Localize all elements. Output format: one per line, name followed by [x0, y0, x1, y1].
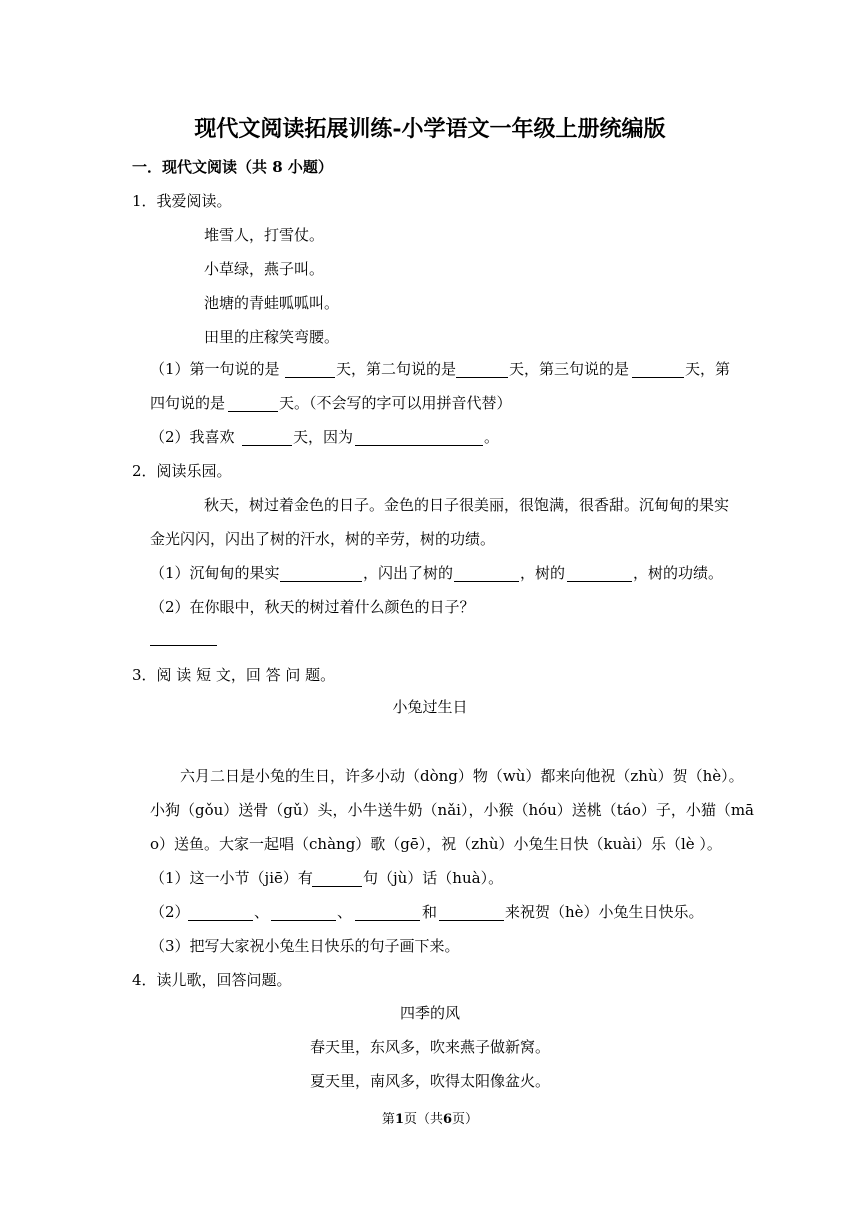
document-title: 现代文阅读拓展训练-小学语文一年级上册统编版	[194, 116, 666, 142]
answer-blank[interactable]	[188, 920, 253, 921]
answer-blank[interactable]	[285, 377, 335, 378]
q3-paragraph: 六月二日是小兔的生日，许多小动（dòng）物（wù）都来向他祝（zhù）贺（hè）。	[180, 767, 744, 785]
section-heading: 一．现代文阅读（共 8 小题）	[132, 158, 333, 176]
q1-poem-line: 池塘的青蛙呱呱叫。	[204, 294, 340, 312]
q2-sub1-text: ，树的	[520, 564, 566, 582]
q1-poem-line: 小草绿，燕子叫。	[204, 260, 325, 278]
q3-sub3-text: （3）把写大家祝小兔生日快乐的句子画下来。	[150, 937, 460, 955]
answer-blank[interactable]	[228, 411, 278, 412]
answer-blank[interactable]	[632, 377, 684, 378]
q3-sub1-text: 句（jù）话（huà）。	[363, 869, 504, 887]
q2-sub1-text: （1）沉甸甸的果实	[150, 564, 280, 582]
q1-sub1-text: 天，第三句说的是	[509, 360, 630, 378]
q4-poem-title: 四季的风	[399, 1004, 460, 1022]
q1-sub2-text: 。	[484, 428, 500, 446]
q1-sub1-text: 天，第	[685, 360, 731, 378]
q1-label: 1．我爱阅读。	[132, 192, 232, 210]
q1-poem-line: 堆雪人，打雪仗。	[204, 226, 325, 244]
q2-paragraph: 金光闪闪，闪出了树的汗水，树的辛劳，树的功绩。	[150, 530, 496, 548]
footer-mid: 页（共	[403, 1112, 443, 1127]
footer-suffix: 页）	[452, 1112, 479, 1127]
q1-sub1-text: 天。（不会写的字可以用拼音代替）	[279, 394, 512, 412]
q1-sub2-text: （2）我喜欢	[150, 428, 235, 446]
q3-sub1-text: （1）这一小节（jiē）有	[150, 869, 313, 887]
q1-poem-line: 田里的庄稼笑弯腰。	[204, 328, 340, 346]
q3-paragraph: 小狗（gǒu）送骨（gǔ）头，小牛送牛奶（nǎi），小猴（hóu）送桃（táo）子，小猫（mā	[150, 801, 754, 819]
q4-poem-line: 夏天里，南风多，吹得太阳像盆火。	[309, 1072, 550, 1090]
q2-sub1-text: ，闪出了树的	[363, 564, 454, 582]
q3-paragraph: o）送鱼。大家一起唱（chàng）歌（gē），祝（zhù）小兔生日快（kuài）乐（lè ）。	[150, 835, 722, 853]
q2-sub1-text: ，树的功绩。	[633, 564, 724, 582]
q3-sub2-text: 来祝贺（hè）小兔生日快乐。	[505, 903, 704, 921]
q2-sub2-text: （2）在你眼中，秋天的树过着什么颜色的日子？	[150, 598, 475, 616]
page-footer	[0, 1110, 860, 1130]
answer-blank[interactable]	[567, 581, 632, 582]
q3-sub2-text: 、	[337, 903, 353, 921]
footer-prefix: 第	[381, 1112, 395, 1127]
q2-label: 2．阅读乐园。	[132, 462, 232, 480]
answer-blank[interactable]	[454, 581, 519, 582]
answer-blank[interactable]	[312, 886, 362, 887]
q3-story-title: 小兔过生日	[392, 698, 468, 716]
q2-paragraph: 秋天，树过着金色的日子。金色的日子很美丽，很饱满，很香甜。沉甸甸的果实	[204, 496, 730, 514]
answer-blank[interactable]	[456, 377, 508, 378]
q4-poem-line: 春天里，东风多，吹来燕子做新窝。	[309, 1038, 550, 1056]
q1-sub1-text: 天，第二句说的是	[336, 360, 457, 378]
answer-blank[interactable]	[439, 920, 504, 921]
answer-blank[interactable]	[355, 920, 420, 921]
q3-sub2-text: 和	[422, 903, 438, 921]
q3-sub2-text: （2）	[150, 903, 190, 921]
answer-blank[interactable]	[242, 445, 292, 446]
q1-sub1-text: （1）第一句说的是	[150, 360, 280, 378]
q3-sub2-text: 、	[254, 903, 270, 921]
page-number: 1	[394, 1112, 404, 1127]
answer-blank[interactable]	[280, 581, 362, 582]
q1-sub1-text: 四句说的是	[150, 394, 226, 412]
answer-blank[interactable]	[355, 445, 483, 446]
q4-label: 4．读儿歌，回答问题。	[132, 971, 292, 989]
page-total: 6	[443, 1112, 453, 1127]
q3-label: 3．阅 读 短 文，回 答 问 题。	[132, 666, 336, 684]
answer-blank[interactable]	[271, 920, 336, 921]
q1-sub2-text: 天，因为	[293, 428, 354, 446]
answer-blank[interactable]	[150, 645, 217, 646]
